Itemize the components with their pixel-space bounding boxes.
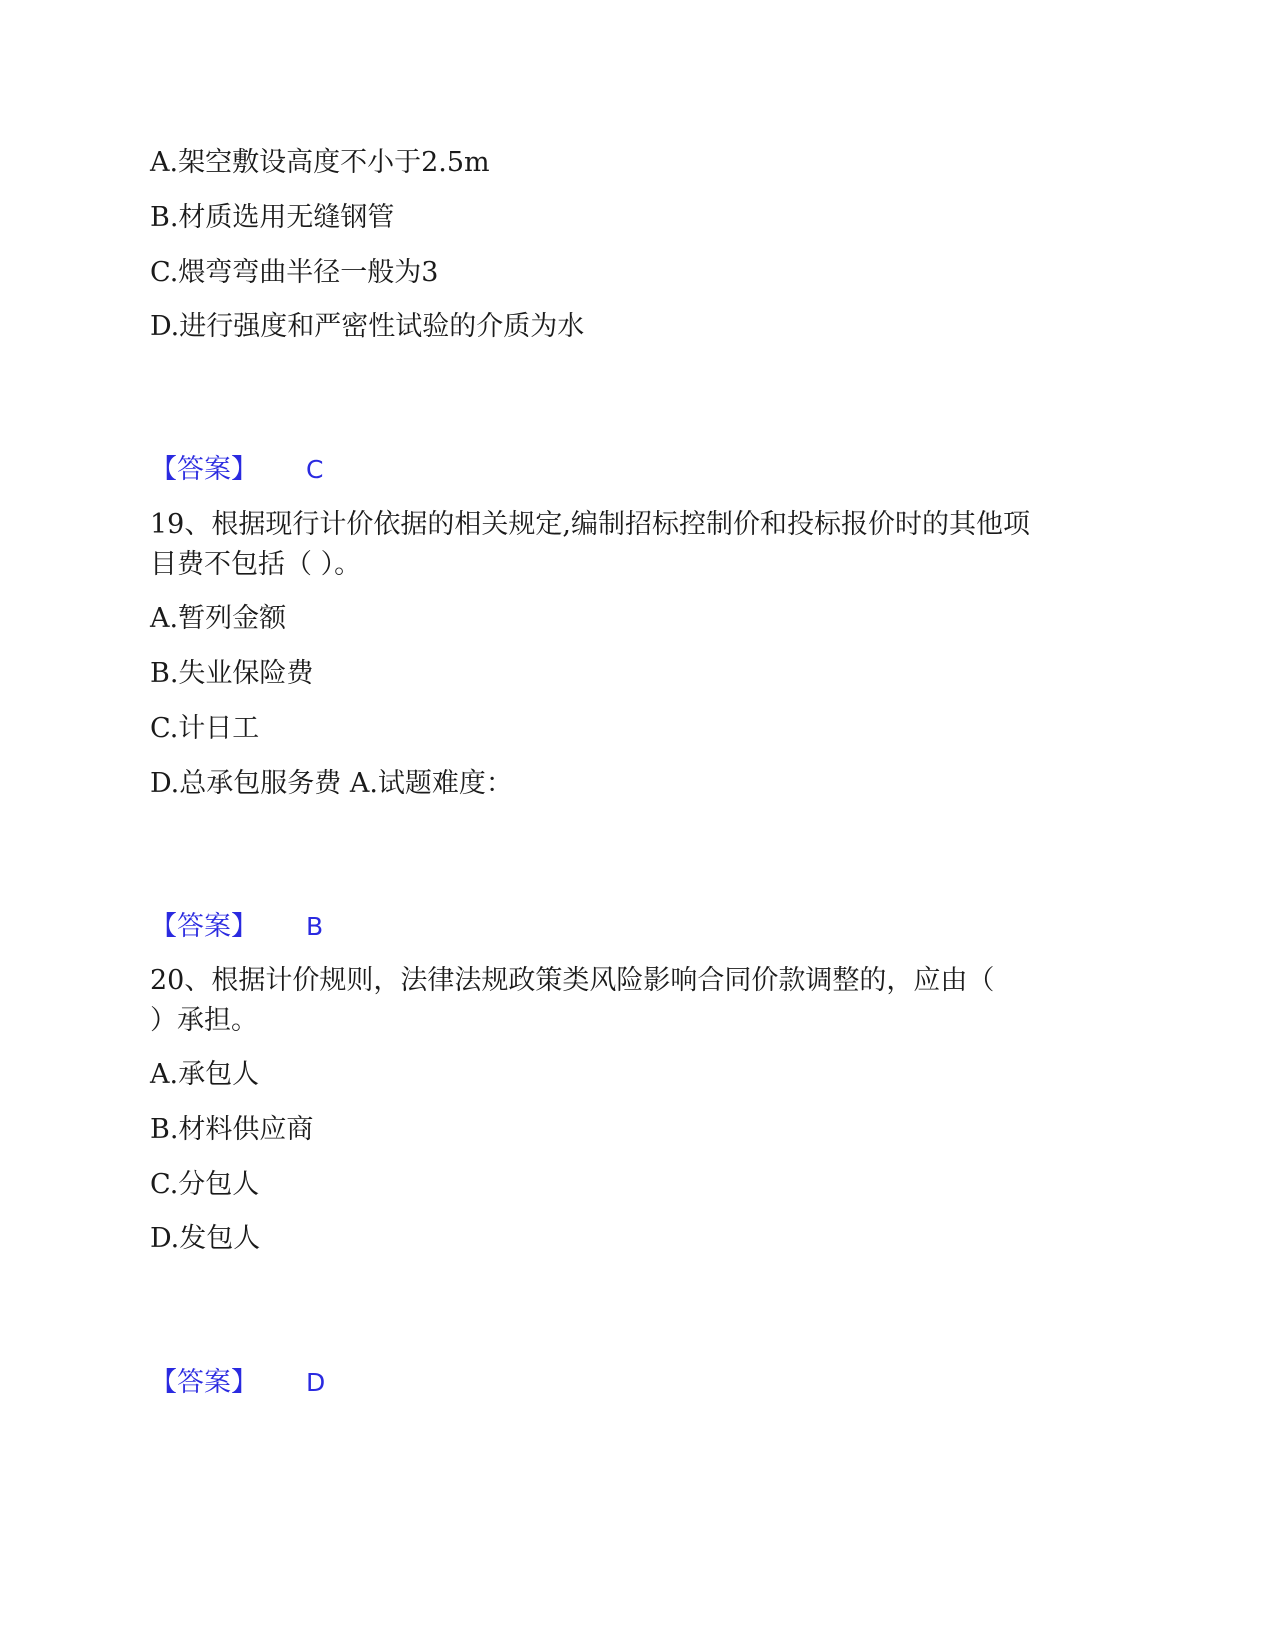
- option-d: D.进行强度和严密性试验的介质为水: [150, 311, 585, 342]
- option-b: B.材质选用无缝钢管: [150, 202, 395, 233]
- option-a: A.暂列金额: [150, 603, 287, 634]
- option-c: C.分包人: [150, 1169, 260, 1200]
- answer-label: 【答案】: [150, 911, 258, 942]
- answer-value: B: [306, 912, 324, 941]
- question-stem-line-2: 目费不包括（ ）。: [150, 549, 362, 580]
- answer-value: D: [306, 1368, 326, 1397]
- question-stem-line-1: 20、根据计价规则，法律法规政策类风险影响合同价款调整的，应由（: [150, 965, 995, 996]
- option-b: B.材料供应商: [150, 1114, 314, 1145]
- answer-label: 【答案】: [150, 454, 258, 485]
- option-d: D.发包人: [150, 1223, 261, 1254]
- option-d: D.总承包服务费 A.试题难度：: [150, 768, 513, 799]
- option-a: A.架空敷设高度不小于2.5m: [150, 147, 490, 178]
- answer-19: [150, 910, 323, 944]
- question-stem-line-1: 19、根据现行计价依据的相关规定,编制招标控制价和投标报价时的其他项: [150, 509, 1030, 540]
- answer-label: 【答案】: [150, 1367, 258, 1398]
- option-b: B.失业保险费: [150, 658, 314, 689]
- option-c: C.煨弯弯曲半径一般为3: [150, 257, 439, 288]
- answer-20: [150, 1366, 325, 1400]
- option-c: C.计日工: [150, 713, 260, 744]
- question-stem-line-2: ）承担。: [150, 1005, 258, 1036]
- answer-18: [150, 453, 323, 487]
- answer-value: C: [306, 455, 324, 484]
- option-a: A.承包人: [150, 1059, 260, 1090]
